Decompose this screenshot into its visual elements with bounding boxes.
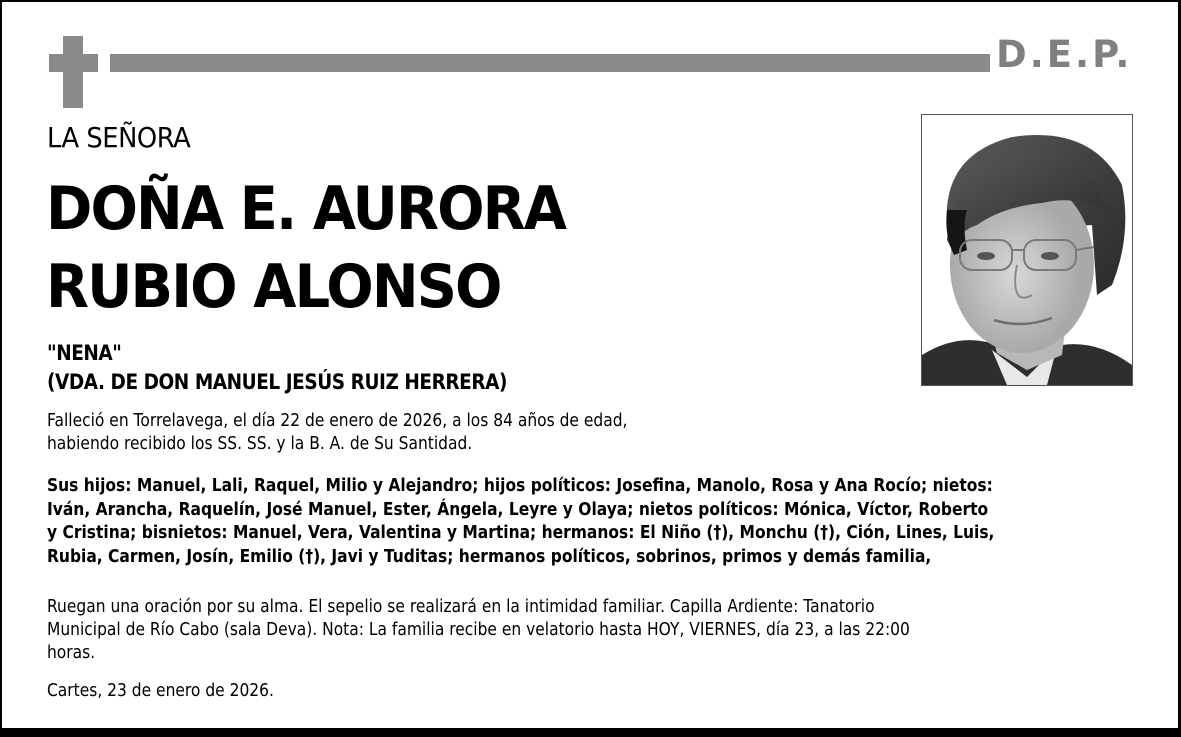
cross-horizontal-bar (49, 54, 98, 72)
deceased-name-line-1: DOÑA E. AURORA (46, 174, 566, 244)
request-line: Municipal de Río Cabo (sala Deva). Nota: La familia recibe en velatorio hasta HOY, VIERNES, día 23, a las 22:00 (47, 619, 910, 640)
title-prefix: LA SEÑORA (47, 121, 191, 154)
cross-vertical-bar (63, 36, 83, 108)
death-notice (47, 409, 627, 455)
deceased-name (46, 170, 565, 326)
dep-label: D.E.P. (996, 33, 1133, 76)
nickname: "NENA" (47, 341, 122, 365)
death-notice-line: habiendo recibido los SS. SS. y la B. A. de Su Santidad. (47, 433, 473, 454)
funeral-request (47, 595, 910, 664)
family-line: y Cristina; bisnietos: Manuel, Vera, Valentina y Martina; hermanos: El Niño (†), Monchu (†), Ción, Lines, Luis, (47, 522, 995, 543)
request-line: Ruegan una oración por su alma. El sepelio se realizará en la intimidad familiar. Capilla Ardiente: Tanatorio (47, 596, 875, 617)
request-line: horas. (47, 642, 96, 663)
family-list (47, 474, 994, 568)
signoff: Cartes, 23 de enero de 2026. (47, 680, 274, 701)
deceased-name-line-2: RUBIO ALONSO (46, 252, 501, 322)
family-line: Iván, Arancha, Raquelín, José Manuel, Ester, Ángela, Leyre y Olaya; nietos políticos: Mónica, Víctor, Roberto (47, 498, 989, 520)
family-line: Rubia, Carmen, Josín, Emilio (†), Javi y Tuditas; hermanos políticos, sobrinos, primos y demás familia, (47, 545, 932, 567)
header-rule (110, 54, 990, 72)
widow-of: (VDA. DE DON MANUEL JESÚS RUIZ HERRERA) (47, 370, 508, 394)
portrait-photo (921, 114, 1133, 386)
family-line: Sus hijos: Manuel, Lali, Raquel, Milio y Alejandro; hijos políticos: Josefina, Manolo, Rosa y Ana Rocío; nietos: (47, 475, 993, 496)
death-notice-line: Falleció en Torrelavega, el día 22 de enero de 2026, a los 84 años de edad, (47, 410, 628, 431)
portrait-image (922, 115, 1132, 385)
